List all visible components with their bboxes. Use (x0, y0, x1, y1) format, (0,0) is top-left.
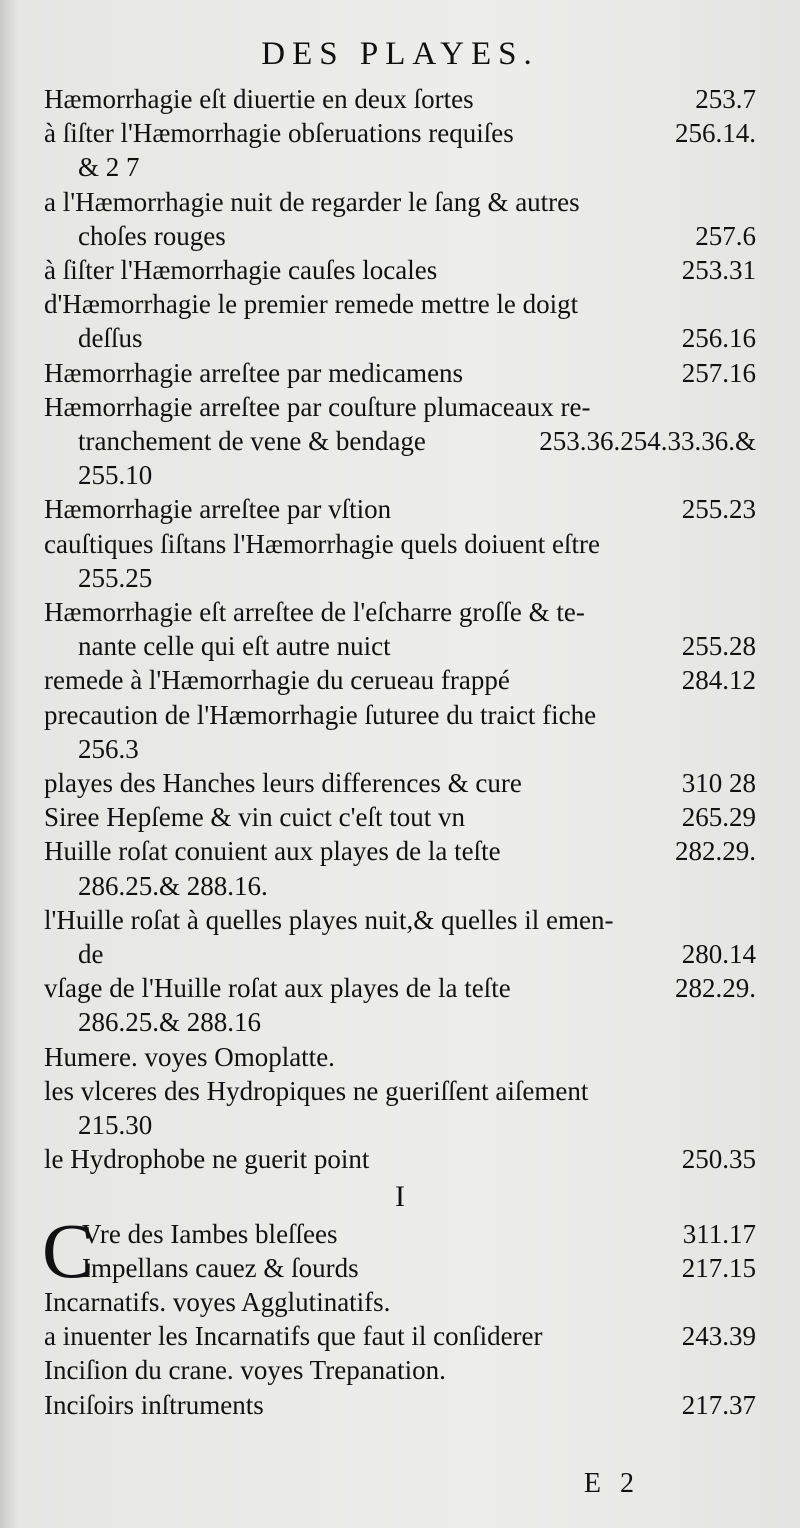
entry-line (44, 492, 756, 526)
page-reference: 257.6 (695, 220, 756, 251)
entry-line (44, 971, 756, 1005)
entry-text: 256.3 (78, 733, 139, 764)
entry-text: a l'Hæmorrhagie nuit de regarder le ſang & autres (44, 186, 580, 217)
page-reference: 250.35 (681, 1144, 756, 1175)
running-head: DES PLAYES. (261, 36, 539, 72)
page-reference: 255.28 (681, 631, 756, 662)
entry-line (44, 253, 756, 287)
dropcap: C (42, 1206, 95, 1294)
page-reference: 284.12 (681, 665, 756, 696)
entry-line (44, 185, 756, 219)
entry-line (44, 1142, 756, 1176)
entry-text: de (78, 939, 104, 970)
entry-line (44, 903, 756, 937)
page-reference: 217.15 (681, 1252, 756, 1283)
entry-line (44, 834, 756, 868)
entry-line (44, 1040, 756, 1074)
page-reference: 253.31 (681, 255, 756, 286)
page-reference: 256.14. (675, 118, 756, 149)
index-entry (44, 1353, 756, 1387)
entry-text: a inuenter les Incarnatifs que faut il conſiderer (44, 1321, 543, 1352)
page-reference: 256.16 (681, 323, 756, 354)
entry-text: precaution de l'Hæmorrhagie ſuturee du traict fiche (44, 699, 597, 730)
page-reference: 257.16 (681, 357, 756, 388)
entry-text: les vlceres des Hydropiques ne gueriſſent aiſement (44, 1075, 589, 1106)
index-entry (44, 1251, 756, 1285)
index-entry (44, 800, 756, 834)
signature-mark: E 2 (583, 1468, 640, 1499)
entry-line (44, 800, 756, 834)
index-entry (44, 903, 756, 971)
entry-line (44, 663, 756, 697)
index-entry (44, 1217, 756, 1251)
index-entry (44, 1040, 756, 1074)
entry-line (44, 1074, 756, 1108)
entry-continuation (44, 424, 756, 458)
entry-line (44, 356, 756, 390)
entry-text: vſage de l'Huille roſat aux playes de la teſte (44, 973, 511, 1004)
entry-line (44, 595, 756, 629)
entry-continuation (44, 150, 756, 184)
page-reference: 310 28 (681, 768, 756, 799)
index-entry (44, 698, 756, 766)
entry-text: Hæmorrhagie arreſtee par couſture plumaceaux re- (44, 391, 591, 422)
entry-line (44, 527, 756, 561)
entry-continuation (44, 732, 756, 766)
index-entry (44, 390, 756, 493)
page-reference: 255.23 (681, 494, 756, 525)
page-reference: 282.29. (675, 973, 756, 1004)
entry-line (44, 1319, 756, 1353)
index-entry (44, 834, 756, 902)
entry-continuation (44, 1108, 756, 1142)
entry-line (44, 287, 756, 321)
entry-line (44, 390, 756, 424)
index-entry (44, 595, 756, 663)
index-entry (44, 1319, 756, 1353)
entry-line (44, 116, 756, 150)
index-entry (44, 1142, 756, 1176)
index-entry (44, 971, 756, 1039)
entry-text: Inciſion du crane. voyes Trepanation. (44, 1355, 446, 1386)
entry-text: Hæmorrhagie eſt diuertie en deux ſortes (44, 84, 474, 114)
index-entries-i (44, 1217, 756, 1422)
entry-text: choſes rouges (78, 220, 226, 251)
entry-text: Hæmorrhagie arreſtee par medicamens (44, 357, 464, 388)
entry-text: Impellans cauez & ſourds (82, 1252, 359, 1283)
page-reference: 280.14 (681, 939, 756, 970)
entry-text: Siree Hepſeme & vin cuict c'eſt tout vn (44, 802, 465, 833)
index-entry (44, 185, 756, 253)
entry-continuation (44, 561, 756, 595)
index-entry (44, 663, 756, 697)
index-entry (44, 1285, 756, 1319)
entry-continuation (44, 869, 756, 903)
entry-text: & 2 7 (78, 152, 140, 183)
entry-line (44, 698, 756, 732)
page-reference: 282.29. (675, 836, 756, 867)
index-entry (44, 116, 756, 184)
entry-continuation (44, 219, 756, 253)
entry-text: 286.25.& 288.16. (78, 870, 268, 901)
entry-text: à ſiſter l'Hæmorrhagie cauſes locales (44, 255, 438, 286)
entry-line (44, 1353, 756, 1387)
page-reference: 311.17 (682, 1218, 756, 1249)
entry-text: 255.10 (78, 460, 153, 491)
entry-line (44, 766, 756, 800)
entry-text: 286.25.& 288.16 (78, 1007, 262, 1038)
index-entry (44, 253, 756, 287)
entry-text: le Hydrophobe ne guerit point (44, 1144, 370, 1175)
page-reference: 217.37 (681, 1389, 756, 1420)
dropcap-section (42, 1206, 756, 1422)
entry-continuation (44, 937, 756, 971)
index-entry (44, 766, 756, 800)
letter-heading: I (395, 1179, 405, 1213)
index-entry (44, 1074, 756, 1142)
entry-text: 255.25 (78, 562, 153, 593)
entry-line (44, 82, 756, 116)
page-reference: 253.36.254.33.36.& (539, 426, 756, 457)
index-entry (44, 82, 756, 116)
index-entry (44, 356, 756, 390)
entry-text: Hæmorrhagie arreſtee par vſtion (44, 494, 392, 525)
entry-continuation (44, 458, 756, 492)
index-entry (44, 527, 756, 595)
entry-text: remede à l'Hæmorrhagie du cerueau frappé (44, 665, 510, 696)
page-reference: 243.39 (681, 1321, 756, 1352)
entry-text: Hæmorrhagie eſt arreſtee de l'eſcharre groſſe & te- (44, 597, 585, 628)
entry-text: Huille roſat conuient aux playes de la teſte (44, 836, 501, 867)
entry-continuation (44, 629, 756, 663)
page-reference: 265.29 (681, 802, 756, 833)
entry-text: Vre des Iambes bleſſees (82, 1218, 338, 1249)
entry-line (44, 1388, 756, 1422)
entry-text: Humere. voyes Omoplatte. (44, 1041, 335, 1072)
index-entry (44, 492, 756, 526)
page-reference: 253.7 (695, 84, 756, 114)
entry-text: 215.30 (78, 1110, 153, 1141)
entry-line (44, 1251, 756, 1285)
entry-text: cauſtiques ſiſtans l'Hæmorrhagie quels doiuent eſtre (44, 528, 600, 559)
index-entry (44, 287, 756, 355)
entry-continuation (44, 1005, 756, 1039)
index-entries-h (44, 82, 756, 1177)
entry-text: Inciſoirs inſtruments (44, 1389, 264, 1420)
entry-line (44, 1217, 756, 1251)
entry-text: nante celle qui eſt autre nuict (78, 631, 391, 662)
entry-text: deſſus (78, 323, 143, 354)
entry-line (44, 1285, 756, 1319)
entry-text: d'Hæmorrhagie le premier remede mettre le doigt (44, 289, 579, 320)
entry-text: playes des Hanches leurs differences & cure (44, 768, 522, 799)
entry-continuation (44, 321, 756, 355)
entry-text: l'Huille roſat à quelles playes nuit,& quelles il emen- (44, 904, 614, 935)
entry-text: à ſiſter l'Hæmorrhagie obſeruations requiſes (44, 118, 514, 149)
entry-text: tranchement de vene & bendage (78, 426, 426, 457)
entry-text: Incarnatifs. voyes Agglutinatifs. (44, 1286, 391, 1317)
index-entry (44, 1388, 756, 1422)
